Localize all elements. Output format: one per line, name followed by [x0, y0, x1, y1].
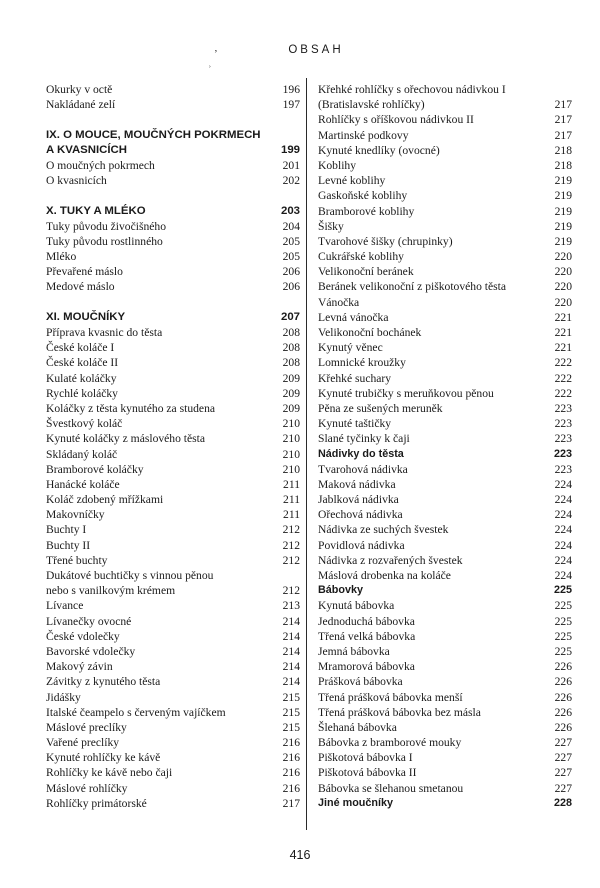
toc-entry-title: Tvarohové šišky (chrupinky)	[318, 234, 453, 248]
toc-chapter-heading	[46, 143, 300, 158]
toc-entry-title: Vánočka	[318, 295, 360, 309]
toc-entry-title: Jablková nádivka	[318, 493, 399, 507]
toc-entry-title: Křehké suchary	[318, 371, 392, 385]
toc-entry-title: Máslové rohlíčky	[46, 781, 128, 795]
toc-subheading	[318, 583, 572, 598]
toc-entry-page: 212	[282, 523, 300, 537]
toc-entry-page: 217	[282, 796, 300, 810]
toc-entry-title: Převařené máslo	[46, 265, 123, 279]
toc-entry-title: Buchty II	[46, 538, 91, 552]
toc-entry-page: 227	[554, 751, 572, 765]
toc-entry-page: 214	[282, 629, 300, 643]
toc-entry-page: 209	[282, 401, 300, 415]
toc-entry-page: 215	[282, 690, 300, 704]
toc-entry-title: Cukrářské koblihy	[318, 250, 404, 264]
toc-entry	[46, 462, 300, 477]
toc-entry	[46, 431, 300, 446]
toc-entry-page: 221	[554, 310, 572, 324]
toc-entry	[46, 598, 300, 613]
toc-entry-page	[266, 128, 300, 143]
toc-spacer	[46, 295, 300, 310]
toc-entry-page: 218	[554, 143, 572, 157]
toc-entry-page: 223	[554, 462, 572, 476]
toc-entry-title: České koláče II	[46, 356, 119, 370]
toc-entry-title: Mléko	[46, 250, 77, 264]
toc-entry-title: České koláče I	[46, 341, 115, 355]
toc-entry-page: 209	[282, 371, 300, 385]
toc-entry-title: Skládaný koláč	[46, 447, 118, 461]
toc-entry-title: Levné koblihy	[318, 174, 386, 188]
toc-entry-page: 218	[554, 158, 572, 172]
toc-entry-page: 211	[283, 493, 300, 507]
toc-entry-title: Koláčky z těsta kynutého za studena	[46, 401, 216, 415]
toc-entry-title: Bramborové koblihy	[318, 204, 415, 218]
toc-entry-page: 209	[282, 386, 300, 400]
toc-entry	[318, 659, 572, 674]
toc-entry	[46, 629, 300, 644]
toc-entry	[46, 340, 300, 355]
toc-entry-page: 210	[282, 462, 300, 476]
toc-entry-page: 226	[554, 690, 572, 704]
toc-entry	[318, 720, 572, 735]
toc-entry-title: O moučných pokrmech	[46, 158, 155, 172]
toc-entry-page: 224	[554, 538, 572, 552]
toc-entry	[318, 507, 572, 522]
toc-entry-title: A KVASNICÍCH	[46, 143, 128, 156]
toc-entry-title: Rohlíčky ke kávě nebo čaji	[46, 766, 173, 780]
toc-chapter-heading	[46, 204, 300, 219]
toc-entry-title: Mramorová bábovka	[318, 660, 415, 674]
toc-entry-title: Koláč zdobený mřížkami	[46, 493, 164, 507]
toc-entry-title: Ořechová nádivka	[318, 508, 403, 522]
toc-entry	[318, 765, 572, 780]
toc-entry	[46, 371, 300, 386]
toc-entry	[318, 781, 572, 796]
toc-spacer	[46, 188, 300, 203]
toc-entry-title: Křehké rohlíčky s ořechovou nádivkou I	[318, 83, 506, 96]
toc-entry-page: 212	[282, 584, 300, 598]
toc-entry-title: Lívanečky ovocné	[46, 614, 132, 628]
toc-entry-page: 219	[554, 174, 572, 188]
toc-entry	[318, 735, 572, 750]
toc-entry	[318, 568, 572, 583]
toc-entry	[46, 674, 300, 689]
toc-entry	[318, 614, 572, 629]
toc-entry	[46, 325, 300, 340]
toc-entry-title: Piškotová bábovka I	[318, 751, 413, 765]
toc-entry	[318, 674, 572, 689]
toc-entry-title: Kynuté taštičky	[318, 417, 392, 431]
toc-entry-page: 227	[554, 766, 572, 780]
toc-entry-title: Nádivka z rozvařených švestek	[318, 553, 463, 567]
toc-entry	[318, 416, 572, 431]
toc-entry-title: České vdolečky	[46, 629, 120, 643]
toc-entry	[46, 796, 300, 811]
toc-entry	[46, 614, 300, 629]
toc-entry	[46, 158, 300, 173]
toc-left-column	[46, 82, 300, 811]
toc-entry-title: Maková nádivka	[318, 477, 396, 491]
toc-entry	[46, 82, 300, 97]
toc-entry-title: Bábovky	[318, 584, 364, 597]
toc-entry-title: Závitky z kynutého těsta	[46, 675, 161, 689]
toc-entry	[46, 97, 300, 112]
toc-entry-page: 199	[280, 143, 300, 156]
toc-entry-page: 224	[554, 477, 572, 491]
toc-entry-title: Levná vánočka	[318, 310, 389, 324]
toc-entry-title: Tvarohová nádivka	[318, 462, 408, 476]
toc-entry-title: XI. MOUČNÍKY	[46, 310, 126, 323]
toc-entry-page: 219	[554, 234, 572, 248]
toc-entry-title: Máslová drobenka na koláče	[318, 569, 451, 582]
toc-entry-page: 208	[282, 341, 300, 355]
toc-entry-page: 219	[554, 219, 572, 233]
toc-entry	[318, 82, 572, 97]
toc-entry-page: 208	[282, 356, 300, 370]
toc-entry-page: 214	[282, 660, 300, 674]
toc-entry-page: 224	[554, 553, 572, 567]
toc-entry-page: 227	[554, 781, 572, 795]
toc-entry	[46, 492, 300, 507]
toc-entry	[318, 295, 572, 310]
toc-entry-title: Martinské podkovy	[318, 128, 409, 142]
toc-entry-title: Nádivky do těsta	[318, 447, 404, 460]
toc-entry-title: Buchty I	[46, 523, 87, 537]
toc-entry-title: Velikonoční bochánek	[318, 326, 422, 339]
toc-entry	[318, 492, 572, 507]
toc-entry-title: Jemná bábovka	[318, 644, 390, 658]
toc-entry	[318, 522, 572, 537]
toc-entry-page: 227	[554, 736, 572, 750]
toc-entry	[46, 355, 300, 370]
toc-entry	[46, 173, 300, 188]
toc-entry-page: 214	[282, 644, 300, 658]
toc-entry-page: 210	[282, 447, 300, 461]
toc-entry-title: Třená velká bábovka	[318, 629, 416, 643]
toc-entry	[46, 765, 300, 780]
toc-entry	[46, 279, 300, 294]
toc-entry	[46, 477, 300, 492]
toc-entry	[318, 750, 572, 765]
toc-entry-title: Švestkový koláč	[46, 417, 123, 431]
toc-entry-title: Pěna ze sušených meruněk	[318, 401, 443, 415]
toc-entry	[46, 705, 300, 720]
pencil-mark: ʼ	[214, 48, 218, 60]
toc-entry-title: Slané tyčinky k čaji	[318, 432, 410, 446]
toc-entry	[318, 705, 572, 720]
toc-entry-page: 205	[282, 234, 300, 248]
toc-entry	[46, 249, 300, 264]
toc-entry-page: 222	[554, 371, 572, 385]
toc-entry-title: Okurky v octě	[46, 83, 113, 96]
toc-entry-title: Makovníčky	[46, 508, 105, 522]
toc-entry-page: 217	[554, 113, 572, 127]
toc-entry-title: Kynuté knedlíky (ovocné)	[318, 143, 440, 157]
toc-entry-page: 220	[554, 250, 572, 264]
toc-entry	[318, 97, 572, 112]
toc-entry-page: 214	[282, 614, 300, 628]
toc-chapter-heading	[46, 128, 300, 143]
toc-entry-page: 201	[282, 158, 300, 172]
toc-entry	[318, 310, 572, 325]
toc-entry-page: 216	[282, 736, 300, 750]
toc-entry-page: 214	[282, 675, 300, 689]
toc-entry-title: Makový závin	[46, 660, 113, 674]
toc-entry	[46, 264, 300, 279]
toc-entry-title: Kulaté koláčky	[46, 371, 117, 385]
toc-entry-page: 226	[554, 660, 572, 674]
toc-entry-title: IX. O MOUCE, MOUČNÝCH POKRMECH	[46, 128, 261, 141]
toc-entry-page: 205	[282, 250, 300, 264]
toc-entry-page: 220	[554, 280, 572, 294]
toc-entry-title: Tuky původu živočišného	[46, 219, 167, 233]
toc-entry-page	[538, 82, 572, 97]
toc-entry	[46, 659, 300, 674]
toc-entry	[318, 340, 572, 355]
toc-entry-page: 223	[554, 432, 572, 446]
toc-entry-title: nebo s vanilkovým krémem	[46, 584, 176, 598]
toc-entry	[318, 431, 572, 446]
toc-entry-title: Piškotová bábovka II	[318, 766, 417, 780]
toc-entry-page: 224	[554, 523, 572, 537]
toc-entry-page: 221	[554, 326, 572, 339]
toc-entry-page: 216	[282, 781, 300, 795]
toc-entry-title: Nádivka ze suchých švestek	[318, 523, 449, 537]
toc-entry-page: 215	[282, 705, 300, 719]
toc-entry	[46, 735, 300, 750]
toc-entry	[318, 690, 572, 705]
toc-entry	[318, 371, 572, 386]
toc-entry	[46, 568, 300, 583]
toc-entry-title: Kynuté koláčky z máslového těsta	[46, 432, 206, 446]
toc-entry-page: 211	[283, 508, 300, 522]
toc-entry-title: Třené buchty	[46, 553, 108, 567]
toc-entry-title: Kynuté rohlíčky ke kávě	[46, 751, 161, 765]
toc-entry-page: 224	[554, 508, 572, 522]
toc-entry-title: Povidlová nádivka	[318, 538, 405, 552]
toc-subheading	[318, 796, 572, 811]
toc-entry-page: 196	[282, 83, 300, 96]
toc-entry	[318, 538, 572, 553]
toc-entry	[318, 249, 572, 264]
toc-entry	[46, 781, 300, 796]
toc-entry-title: Jednoduchá bábovka	[318, 614, 415, 628]
page-number: 416	[289, 848, 311, 862]
toc-entry-page: 212	[282, 538, 300, 552]
toc-entry	[318, 188, 572, 203]
toc-entry-title: Dukátové buchtičky s vinnou pěnou	[46, 569, 214, 582]
toc-entry-title: Bramborové koláčky	[46, 462, 144, 476]
toc-entry	[318, 264, 572, 279]
toc-entry-title: Lomnické kroužky	[318, 356, 406, 370]
toc-entry-page: 208	[282, 326, 300, 339]
toc-entry	[46, 553, 300, 568]
toc-entry-title: Třená prášková bábovka bez másla	[318, 705, 481, 719]
toc-entry-title: Kynutý věnec	[318, 341, 383, 355]
toc-entry-title: Příprava kvasnic do těsta	[46, 326, 163, 339]
toc-entry	[318, 553, 572, 568]
toc-entry-title: Rychlé koláčky	[46, 386, 118, 400]
toc-entry-page: 210	[282, 417, 300, 431]
toc-entry-page: 206	[282, 280, 300, 294]
toc-entry-page: 207	[280, 310, 300, 323]
column-divider	[306, 78, 307, 830]
toc-entry-page: 220	[554, 295, 572, 309]
toc-chapter-heading	[46, 310, 300, 325]
toc-entry	[318, 158, 572, 173]
toc-entry	[46, 750, 300, 765]
toc-entry	[46, 583, 300, 598]
toc-entry-page: 216	[282, 751, 300, 765]
toc-entry-page: 211	[283, 477, 300, 491]
toc-entry	[318, 219, 572, 234]
toc-entry-page: 226	[554, 705, 572, 719]
toc-entry	[46, 538, 300, 553]
toc-entry	[46, 522, 300, 537]
toc-entry-title: Tuky původu rostlinného	[46, 234, 163, 248]
toc-spacer	[46, 112, 300, 127]
toc-entry	[46, 447, 300, 462]
toc-entry-page: 225	[554, 599, 572, 613]
toc-entry-page: 219	[554, 204, 572, 218]
toc-entry	[46, 416, 300, 431]
toc-entry-title: Velikonoční beránek	[318, 265, 414, 279]
toc-entry	[318, 128, 572, 143]
toc-entry-title: Italské čeampelo s červeným vajíčkem	[46, 705, 226, 719]
toc-right-column	[318, 82, 572, 811]
toc-subheading	[318, 447, 572, 462]
toc-entry-title: Hanácké koláče	[46, 477, 120, 491]
toc-entry	[318, 355, 572, 370]
toc-entry	[46, 720, 300, 735]
toc-entry-page: 210	[282, 432, 300, 446]
toc-entry-title: Beránek velikonoční z piškotového těsta	[318, 280, 507, 294]
toc-entry-title: Vařené preclíky	[46, 736, 120, 750]
toc-entry-title: Máslové preclíky	[46, 720, 127, 734]
toc-entry	[318, 462, 572, 477]
toc-entry-title: Třená prášková bábovka menší	[318, 690, 463, 704]
toc-entry-title: Jidášky	[46, 690, 81, 704]
toc-entry-page: 220	[554, 265, 572, 279]
toc-entry	[46, 219, 300, 234]
toc-entry-page: 204	[282, 219, 300, 233]
toc-entry-title: Rohlíčky s oříškovou nádivkou II	[318, 113, 474, 127]
toc-entry-title: Gaskoňské koblihy	[318, 189, 408, 203]
toc-entry-title: Prášková bábovka	[318, 675, 403, 689]
toc-entry-page: 222	[554, 356, 572, 370]
toc-entry-page: 216	[282, 766, 300, 780]
toc-entry-title: Koblihy	[318, 158, 357, 172]
toc-entry-page: 197	[282, 98, 300, 112]
toc-entry-title: Kynutá bábovka	[318, 599, 395, 613]
toc-entry-title: Jiné moučníky	[318, 796, 394, 809]
toc-entry-page: 228	[553, 796, 572, 809]
toc-entry-page: 224	[554, 493, 572, 507]
toc-entry	[318, 325, 572, 340]
toc-entry-title: O kvasnicích	[46, 174, 107, 188]
pencil-mark: ʾ	[208, 64, 212, 76]
toc-entry	[46, 507, 300, 522]
toc-entry-page	[266, 568, 300, 583]
toc-entry	[318, 279, 572, 294]
toc-entry	[46, 401, 300, 416]
toc-entry-page: 225	[553, 584, 572, 597]
toc-entry-title: Šišky	[318, 219, 344, 233]
toc-entry-title: X. TUKY A MLÉKO	[46, 204, 146, 217]
toc-entry-title: Kynuté trubičky s meruňkovou pěnou	[318, 386, 494, 400]
toc-entry-page: 219	[554, 189, 572, 203]
toc-entry	[318, 173, 572, 188]
toc-entry-title: Nakládané zelí	[46, 98, 116, 112]
toc-entry-title: Šlehaná bábovka	[318, 720, 397, 734]
toc-entry-title: Bábovka se šlehanou smetanou	[318, 781, 464, 795]
toc-entry-title: Rohlíčky primátorské	[46, 796, 147, 810]
toc-entry-title: (Bratislavské rohlíčky)	[318, 98, 425, 112]
toc-entry	[318, 112, 572, 127]
toc-entry-page: 221	[554, 341, 572, 355]
running-head: OBSAH	[288, 44, 344, 56]
toc-entry-page: 223	[554, 417, 572, 431]
toc-entry	[46, 644, 300, 659]
toc-entry	[318, 401, 572, 416]
toc-entry-page: 225	[554, 629, 572, 643]
toc-entry	[318, 598, 572, 613]
toc-entry	[318, 386, 572, 401]
toc-entry-title: Bavorské vdolečky	[46, 644, 136, 658]
toc-entry	[318, 629, 572, 644]
toc-entry-page: 217	[554, 98, 572, 112]
toc-entry-page: 223	[554, 401, 572, 415]
toc-entry	[46, 386, 300, 401]
toc-entry-page: 226	[554, 720, 572, 734]
toc-entry-page: 212	[282, 553, 300, 567]
toc-entry-page: 225	[554, 644, 572, 658]
toc-entry-page: 203	[280, 204, 300, 217]
toc-entry-page: 202	[282, 174, 300, 188]
toc-entry-page: 224	[554, 569, 572, 582]
toc-entry-page: 206	[282, 265, 300, 279]
toc-entry-title: Medové máslo	[46, 280, 115, 294]
toc-entry	[318, 644, 572, 659]
toc-entry	[46, 690, 300, 705]
toc-entry	[318, 143, 572, 158]
toc-entry-page: 223	[553, 447, 572, 460]
toc-entry	[318, 477, 572, 492]
toc-entry	[318, 234, 572, 249]
toc-entry	[46, 234, 300, 249]
toc-entry-page: 222	[554, 386, 572, 400]
toc-entry-title: Bábovka z bramborové mouky	[318, 736, 462, 750]
toc-entry-page: 226	[554, 675, 572, 689]
toc-entry-page: 215	[282, 720, 300, 734]
toc-entry-page: 225	[554, 614, 572, 628]
toc-entry-page: 217	[554, 128, 572, 142]
toc-entry-title: Lívance	[46, 599, 84, 613]
toc-entry-page: 213	[282, 599, 300, 613]
toc-entry	[318, 204, 572, 219]
